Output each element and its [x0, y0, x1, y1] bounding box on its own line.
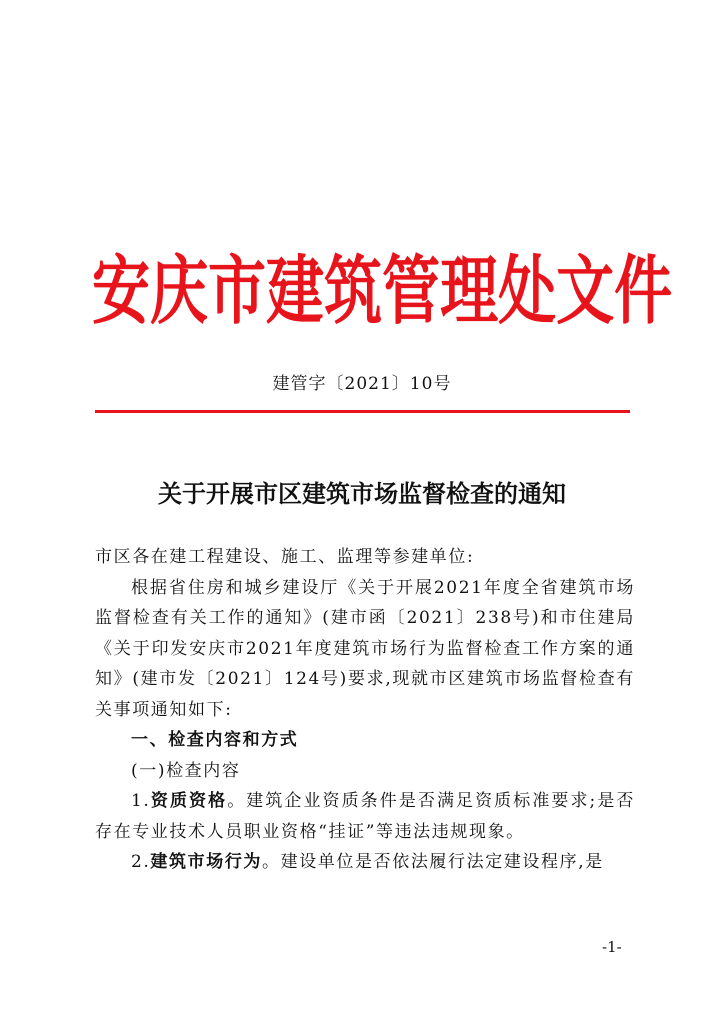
masthead-char: 处: [498, 247, 557, 335]
item-2-paragraph: [95, 847, 635, 878]
masthead-char: 安: [92, 247, 151, 335]
item-2-text: 。建设单位是否依法履行法定建设程序,是: [262, 852, 604, 872]
masthead-char: 管: [382, 247, 441, 335]
document-number: 建管字〔2021〕10号: [272, 374, 452, 394]
masthead-char: 件: [614, 247, 673, 335]
masthead-char: 理: [440, 247, 499, 335]
item-1-label: 资质资格: [150, 791, 228, 811]
item-1-number: 1.: [131, 791, 151, 811]
salutation: 市区各在建工程建设、施工、监理等参建单位:: [95, 547, 475, 567]
item-1-paragraph: [95, 786, 635, 847]
item-2-number: 2.: [131, 852, 151, 872]
intro-paragraph: 根据省住房和城乡建设厅《关于开展2021年度全省建筑市场监督检查有关工作的通知》(建市函〔2021〕238号)和市住建局《关于印发安庆市2021年度建筑市场行为监督检查工作方案的通知》(建市发〔2021〕124号)要求,现就市区建筑市场监督检查有关事项通知如下:: [95, 577, 635, 720]
masthead-char: 庆: [150, 247, 209, 335]
item-2-label: 建筑市场行为: [150, 852, 263, 872]
masthead-char: 建: [266, 247, 325, 335]
section-heading-1: 一、检查内容和方式: [131, 730, 299, 750]
notice-title: 关于开展市区建筑市场监督检查的通知: [158, 479, 566, 508]
item-1-text: 。建筑企业资质条件是否满足资质标准要求;是否存在专业技术人员职业资格“挂证”等违法违规现象。: [95, 791, 635, 842]
page-number: -1-: [602, 938, 622, 956]
subsection-heading-1: (一)检查内容: [131, 760, 241, 781]
document-body: [95, 542, 635, 878]
red-divider-line: [95, 410, 630, 413]
masthead-title: [92, 233, 673, 348]
masthead-char: 市: [208, 247, 267, 335]
masthead-char: 筑: [324, 247, 383, 335]
masthead-char: 文: [556, 247, 615, 335]
